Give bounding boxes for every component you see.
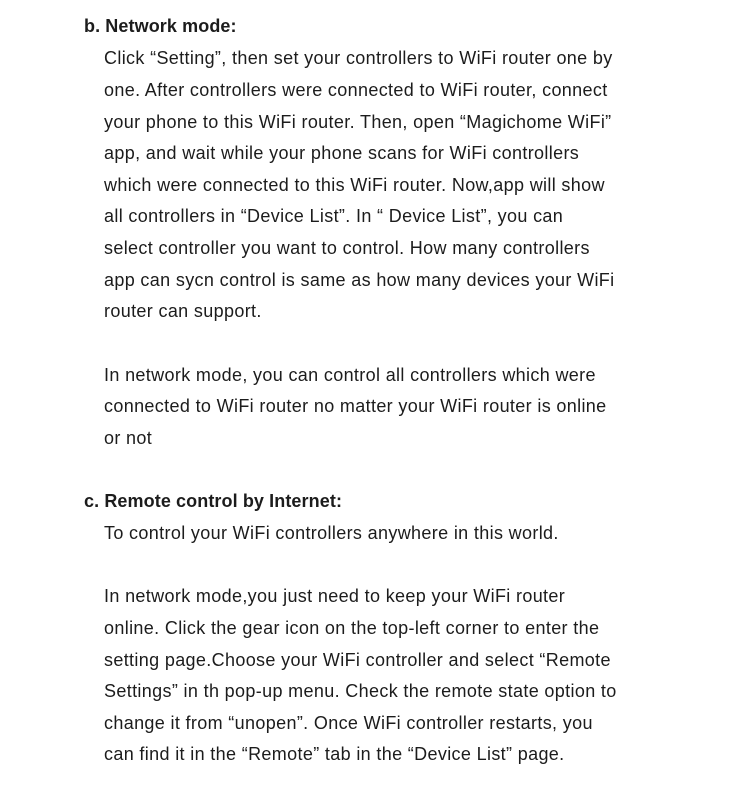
remote-control-instruction-line: online. Click the gear icon on the top-left corner to enter the [104,618,600,638]
network-mode-line: one. After controllers were connected to WiFi router, connect [104,80,608,100]
network-mode-line: your phone to this WiFi router. Then, open “Magichome WiFi” [104,112,612,132]
remote-control-instruction-line: Settings” in th pop-up menu. Check the remote state option to [104,681,617,701]
network-mode-line: app can sycn control is same as how many devices your WiFi [104,270,615,290]
network-mode-line: select controller you want to control. How many controllers [104,238,590,258]
network-mode-note-line: connected to WiFi router no matter your WiFi router is online [104,396,607,416]
remote-control-instruction-line: change it from “unopen”. Once WiFi controller restarts, you [104,713,593,733]
remote-control-line: To control your WiFi controllers anywhere in this world. [104,523,559,543]
network-mode-heading: b. Network mode: [84,16,237,36]
network-mode-note-line: In network mode, you can control all controllers which were [104,365,596,385]
remote-control-instruction-line: In network mode,you just need to keep your WiFi router [104,586,566,606]
network-mode-line: Click “Setting”, then set your controllers to WiFi router one by [104,48,613,68]
network-mode-note-line: or not [104,428,153,448]
network-mode-line: router can support. [104,301,262,321]
network-mode-line: app, and wait while your phone scans for WiFi controllers [104,143,580,163]
network-mode-line: which were connected to this WiFi router. Now,app will show [104,175,605,195]
remote-control-instruction-line: setting page.Choose your WiFi controller and select “Remote [104,650,611,670]
remote-control-instruction-line: can find it in the “Remote” tab in the “Device List” page. [104,744,565,764]
network-mode-line: all controllers in “Device List”. In “ Device List”, you can [104,206,564,226]
remote-control-heading: c. Remote control by Internet: [84,491,343,511]
